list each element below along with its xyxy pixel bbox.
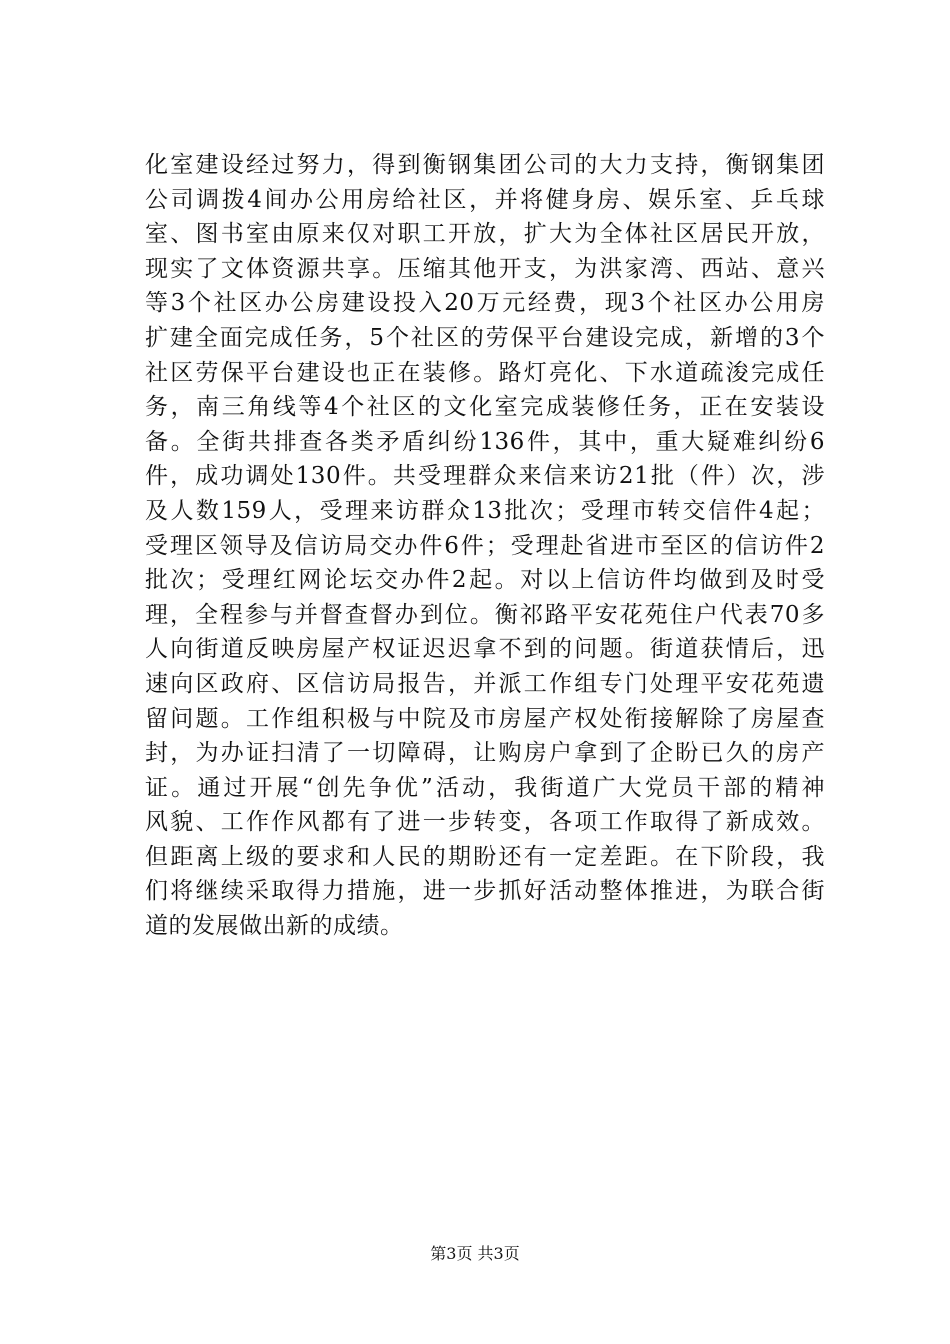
- text-line: 务，南三角线等4个社区的文化室完成装修任务，正在安装设: [145, 394, 825, 421]
- text-line: 证。通过开展“创先争优”活动，我街道广大党员干部的精神: [145, 774, 825, 801]
- text-line: 化室建设经过努力，得到衡钢集团公司的大力支持，衡钢集团: [145, 152, 825, 178]
- text-line: 们将继续采取得力措施，进一步抓好活动整体推进，为联合街: [145, 878, 825, 905]
- text-line: 公司调拨4间办公用房给社区，并将健身房、娱乐室、乒乓球: [145, 186, 825, 213]
- text-line: 批次；受理红网论坛交办件2起。对以上信访件均做到及时受: [145, 567, 825, 594]
- text-line: 件，成功调处130件。共受理群众来信来访21批（件）次，涉: [145, 463, 825, 490]
- text-line: 理，全程参与并督查督办到位。衡祁路平安花苑住户代表70多: [145, 601, 825, 628]
- text-line: 备。全街共排查各类矛盾纠纷136件，其中，重大疑难纠纷6: [145, 428, 825, 455]
- text-line: 室、图书室由原来仅对职工开放，扩大为全体社区居民开放，: [145, 221, 825, 248]
- body-paragraph: [145, 148, 825, 944]
- text-line: 道的发展做出新的成绩。: [145, 913, 404, 940]
- text-line: 封，为办证扫清了一切障碍，让购房户拿到了企盼已久的房产: [145, 740, 825, 767]
- text-line: 但距离上级的要求和人民的期盼还有一定差距。在下阶段，我: [145, 843, 825, 870]
- text-line: 社区劳保平台建设也正在装修。路灯亮化、下水道疏浚完成任: [145, 359, 825, 386]
- text-line: 扩建全面完成任务，5个社区的劳保平台建设完成，新增的3个: [145, 324, 825, 351]
- text-line: 受理区领导及信访局交办件6件；受理赴省进市至区的信访件2: [145, 532, 825, 559]
- text-line: 风貌、工作作风都有了进一步转变，各项工作取得了新成效。: [145, 809, 825, 836]
- text-line: 及人数159人，受理来访群众13批次；受理市转交信件4起；: [145, 497, 825, 524]
- text-line: 留问题。工作组积极与中院及市房屋产权处衔接解除了房屋查: [145, 705, 825, 732]
- page-number-footer: 第3页 共3页: [430, 1244, 520, 1263]
- text-line: 人向街道反映房屋产权证迟迟拿不到的问题。街道获情后，迅: [145, 636, 825, 663]
- text-line: 现实了文体资源共享。压缩其他开支，为洪家湾、西站、意兴: [145, 255, 825, 282]
- text-line: 速向区政府、区信访局报告，并派工作组专门处理平安花苑遗: [145, 670, 825, 697]
- text-line: 等3个社区办公房建设投入20万元经费，现3个社区办公用房: [145, 290, 825, 317]
